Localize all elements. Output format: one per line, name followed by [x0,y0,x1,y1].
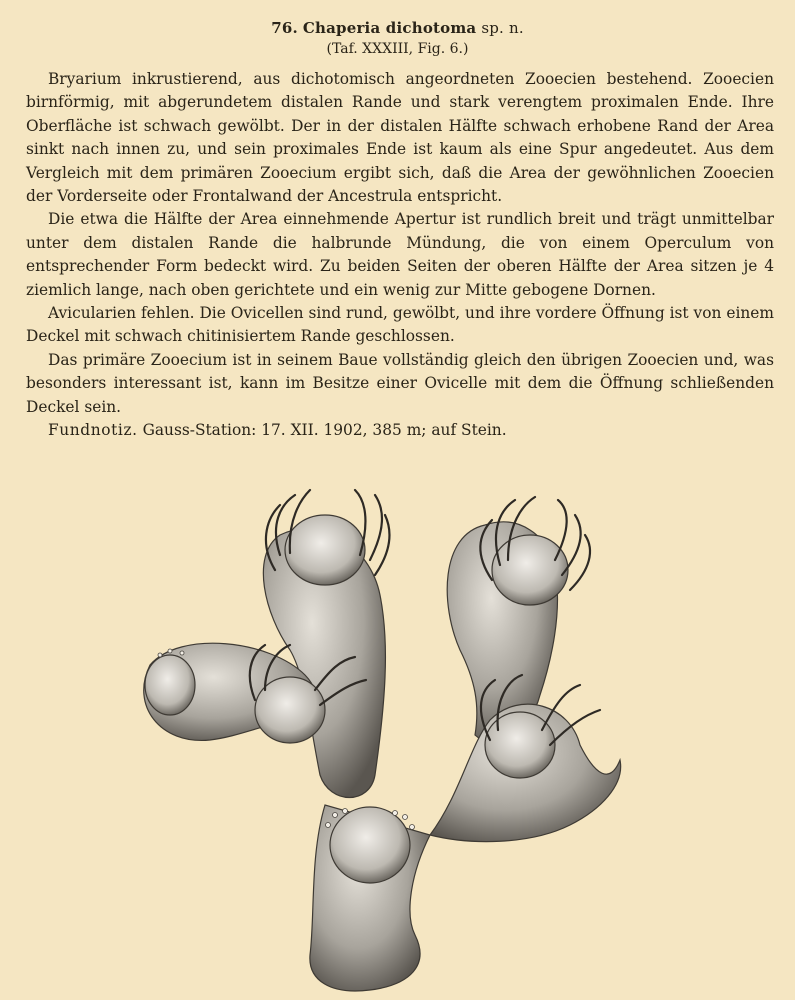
fundnotiz-label: Fundnotiz. [48,421,138,440]
ovicell-central [330,807,410,883]
ovicell-upper-right [492,535,568,605]
specimen-illustration [130,475,630,1000]
fundnotiz-text: Gauss-Station: 17. XII. 1902, 385 m; auf Stein. [142,421,507,440]
description-paragraph-4: Das primäre Zooecium ist in seinem Baue vollständig gleich den übrigen Zooecien und, was besonders interessant ist, kann im Besitze einer Ovicelle mit dem die Öffnung schließenden Deckel sein. [26,350,774,416]
bryozoan-colony-drawing [130,475,630,1000]
species-header [0,18,795,60]
species-number: 76. [271,19,298,37]
species-novelty-suffix: sp. n. [481,19,524,37]
fundnotiz-line [26,419,774,442]
ovicell-lower-right [485,712,555,778]
ovicell-left [145,655,195,715]
description-paragraph-3: Avicularien fehlen. Die Ovicellen sind rund, gewölbt, und ihre vordere Öffnung ist von einem Deckel mit schwach chitinisiertem Rande geschlossen. [26,304,774,346]
species-title [0,18,795,38]
description-body [26,68,774,443]
ovicell-upper-left [285,515,365,585]
figure-reference: (Taf. XXXIII, Fig. 6.) [326,41,469,57]
description-paragraph-2: Die etwa die Hälfte der Area einnehmende Apertur ist rundlich breit und trägt unmittelbar unter dem distalen Rande die halbrunde Mündung, die von einem Operculum von entsprechender Form bedeckt wird. Zu beiden Seiten der oberen Hälfte der Area sitzen je 4 ziemlich lange, nach oben gerichtete und ein wenig zur Mitte gebogene Dornen. [26,210,774,299]
species-name: Chaperia dichotoma [302,19,477,37]
description-paragraph-1: Bryarium inkrustierend, aus dichotomisch angeordneten Zooecien bestehend. Zooecien birnförmig, mit abgerundetem distalen Rande und stark verengtem proximalen Ende. Ihre Oberfläche ist schwach gewölbt. Der in der distalen Hälfte schwach erhobene Rand der Area sinkt nach innen zu, und sein proximales Ende ist kaum als eine Spur angedeutet. Aus dem Vergleich mit dem primären Zooecium ergibt sich, daß die Area der gewöhnlichen Zooecien der Vorderseite oder Frontalwand der Ancestrula entspricht. [26,70,774,206]
